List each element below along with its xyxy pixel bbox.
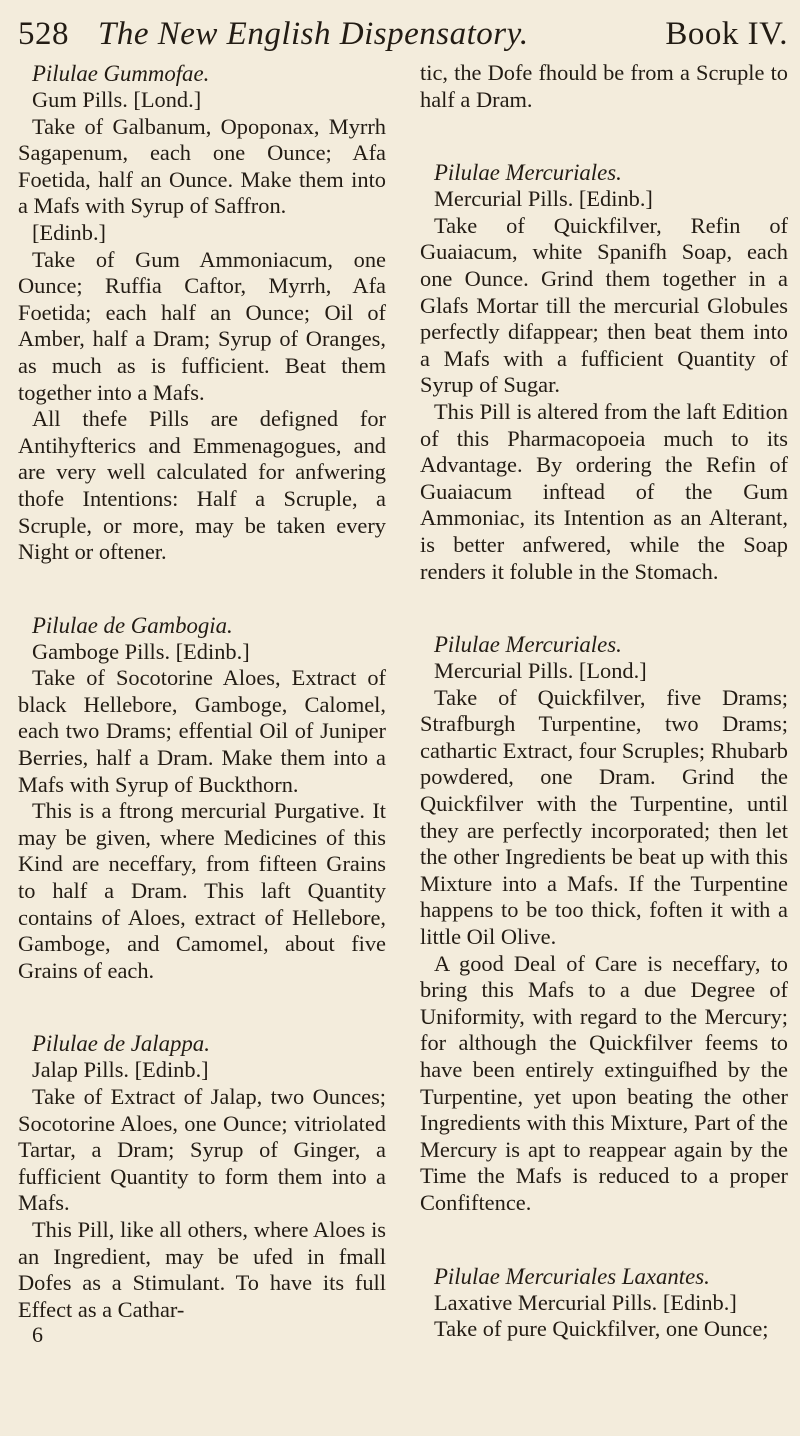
page-number: 528 (18, 16, 69, 52)
left-column (18, 60, 386, 1347)
continued-paragraph: tic, the Dofe fhould be from a Scruple to half a Dram. (420, 60, 788, 112)
edinburgh-reference: [Edinb.] (32, 219, 106, 245)
recipe-paragraph: Take of Quickfilver, Refin of Guaiacum, white Spanifh Soap, each one Ounce. Grind them together in a Glafs Mortar till the mercurial Globules perfectly difappear; then beat them into a Mafs with a fufficient Quantity of Syrup of Sugar. (420, 212, 788, 398)
recipe-paragraph: Take of Extract of Jalap, two Ounces; Socotorine Aloes, one Ounce; vitriolated Tartar, a Dram; Syrup of Ginger, a fufficient Quantity to form them into a Mafs. (18, 1084, 386, 1216)
section-subtitle-mercurial-pills-london: Mercurial Pills. [Lond.] (434, 658, 647, 684)
section-title-gum-pills: Pilulae Gummofae. (32, 61, 210, 86)
recipe-paragraph: Take of Gum Ammoniacum, one Ounce; Ruffia Caftor, Myrrh, Afa Foetida; each half an Ounce; Oil of Amber, half a Dram; Syrup of Oranges, as much as is fufficient. Beat them together into a Mafs. (18, 246, 386, 405)
section-title-mercurial-pills-london: Pilulae Mercuriales. (434, 632, 622, 658)
section-subtitle-jalap-pills: Jalap Pills. [Edinb.] (32, 1057, 209, 1083)
recipe-paragraph: Take of pure Quickfilver, one Ounce; (434, 1316, 769, 1342)
section-title-jalap-pills: Pilulae de Jalappa. (32, 1031, 210, 1057)
section-subtitle-laxative-mercurial-pills: Laxative Mercurial Pills. [Edinb.] (434, 1289, 737, 1315)
right-column (420, 60, 788, 1347)
recipe-paragraph: Take of Quickfilver, five Drams; Strafburgh Turpentine, two Drams; cathartic Extract, four Scruples; Rhubarb powdered, one Dram. Grind the Quickfilver with the Turpentine, until they are perfectly incorporated; then let the other Ingredients be beat up with this Mixture into a Mafs. If the Turpentine happens to be too thick, foften it with a little Oil Olive. (420, 684, 788, 950)
running-header (18, 8, 788, 60)
running-title: The New English Dispensatory. (98, 16, 529, 52)
signature-mark: 6 (32, 1322, 43, 1348)
recipe-paragraph: Take of Galbanum, Opoponax, Myrrh Sagapenum, each one Ounce; Afa Foetida, half an Ounce. Make them into a Mafs with Syrup of Saffron. (18, 113, 386, 219)
section-subtitle-mercurial-pills-edinburgh: Mercurial Pills. [Edinb.] (434, 186, 653, 212)
commentary-paragraph: All thefe Pills are defigned for Antihyfterics and Emmenagogues, and are very well calculated for anfwering thofe Intentions: Half a Scruple, a Scruple, or more, may be taken every Night or oftener. (18, 406, 386, 565)
commentary-paragraph: A good Deal of Care is neceffary, to bring this Mafs to a due Degree of Uniformity, with regard to the Mercury; for although the Quickfilver feems to have been entirely extinguifhed by the Turpentine, yet upon beating the other Ingredients with this Mixture, Part of the Mercury is apt to reappear again by the Time the Mafs is reduced to a proper Confiftence. (420, 950, 788, 1215)
book-label: Book IV. (665, 16, 788, 52)
section-subtitle-gamboge-pills: Gamboge Pills. [Edinb.] (32, 638, 250, 664)
section-subtitle-gum-pills: Gum Pills. [Lond.] (32, 87, 202, 112)
section-title-laxative-mercurial-pills: Pilulae Mercuriales Laxantes. (434, 1263, 710, 1289)
section-title-gamboge-pills: Pilulae de Gambogia. (32, 612, 233, 638)
recipe-paragraph: Take of Socotorine Aloes, Extract of black Hellebore, Gamboge, Calomel, each two Drams; effential Oil of Juniper Berries, half a Dram. Make them into a Mafs with Syrup of Buckthorn. (18, 665, 386, 797)
commentary-paragraph: This Pill is altered from the laft Edition of this Pharmacopoeia much to its Advantage. By ordering the Refin of Guaiacum inftead of the Gum Ammoniac, its Intention as an Alterant, is better anfwered, while the Soap renders it foluble in the Stomach. (420, 398, 788, 584)
section-title-mercurial-pills-edinburgh: Pilulae Mercuriales. (434, 160, 622, 186)
commentary-paragraph: This is a ftrong mercurial Purgative. It may be given, where Medicines of this Kind are neceffary, from fifteen Grains to half a Dram. This laft Quantity contains of Aloes, extract of Hellebore, Gamboge, and Camomel, about five Grains of each. (18, 798, 386, 983)
two-column-body (18, 60, 788, 1347)
commentary-paragraph: This Pill, like all others, where Aloes is an Ingredient, may be ufed in fmall Dofes as a Stimulant. To have its full Effect as a Cathar- (18, 1216, 386, 1322)
